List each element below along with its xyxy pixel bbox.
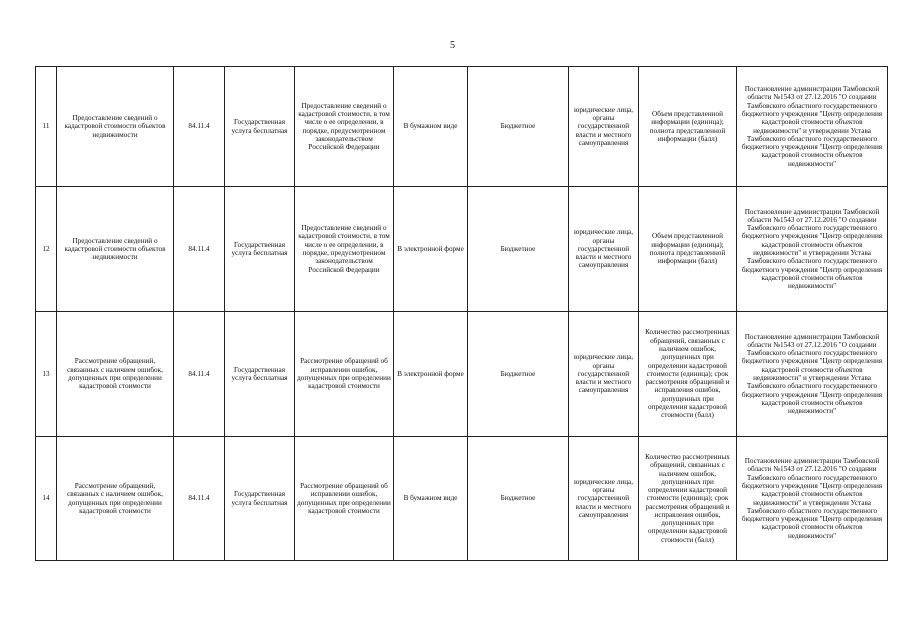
page-number: 5 — [450, 40, 455, 51]
row-number: 11 — [36, 67, 57, 187]
funding-type: Бюджетное — [468, 187, 569, 312]
quality-indicator: Объем представленной информации (единица); полнота представленной информации (балл) — [639, 67, 737, 187]
okved-code: 84.11.4 — [174, 187, 225, 312]
funding-type: Бюджетное — [468, 67, 569, 187]
quality-indicator: Количество рассмотренных обращений, связанных с наличием ошибок, допущенных при определении кадастровой стоимости (единица); срок рассмотрения обращений и исправления ошибок, допущенных при определении кадастровой стоимости (балл) — [639, 437, 737, 561]
okved-code: 84.11.4 — [174, 437, 225, 561]
service-form: В бумажном виде — [394, 67, 468, 187]
service-form: В электронной форме — [394, 312, 468, 437]
service-name: Рассмотрение обращений, связанных с наличием ошибок, допущенных при определении кадастровой стоимости — [57, 437, 174, 561]
service-type: Государственная услуга бесплатная — [225, 187, 295, 312]
quality-indicator: Объем представленной информации (единица); полнота представленной информации (балл) — [639, 187, 737, 312]
table-row — [36, 437, 888, 561]
okved-code: 84.11.4 — [174, 312, 225, 437]
service-type: Государственная услуга бесплатная — [225, 437, 295, 561]
service-content: Рассмотрение обращений об исправлении ошибок, допущенных при определении кадастровой стоимости — [295, 312, 394, 437]
service-type: Государственная услуга бесплатная — [225, 312, 295, 437]
legal-basis: Постановление администрации Тамбовской области №1543 от 27.12.2016 "О создании Тамбовского областного государственного бюджетного учреждения "Центр определения кадастровой стоимости объектов недвижимости" и утверждении Устава Тамбовского областного государственного бюджетного учреждения "Центр определения кадастровой стоимости объектов недвижимости" — [737, 312, 888, 437]
consumers: юридические лица, органы государственной власти и местного самоуправления — [569, 187, 639, 312]
service-name: Рассмотрение обращений, связанных с наличием ошибок, допущенных при определении кадастровой стоимости — [57, 312, 174, 437]
service-content: Рассмотрение обращений об исправлении ошибок, допущенных при определении кадастровой стоимости — [295, 437, 394, 561]
consumers: юридические лица, органы государственной власти и местного самоуправления — [569, 67, 639, 187]
service-type: Государственная услуга бесплатная — [225, 67, 295, 187]
consumers: юридические лица, органы государственной власти и местного самоуправления — [569, 312, 639, 437]
okved-code: 84.11.4 — [174, 67, 225, 187]
consumers: юридические лица, органы государственной власти и местного самоуправления — [569, 437, 639, 561]
service-name: Предоставление сведений о кадастровой стоимости объектов недвижимости — [57, 187, 174, 312]
table-row — [36, 187, 888, 312]
services-table — [35, 66, 888, 561]
table-row — [36, 67, 888, 187]
row-number: 14 — [36, 437, 57, 561]
row-number: 12 — [36, 187, 57, 312]
legal-basis: Постановление администрации Тамбовской области №1543 от 27.12.2016 "О создании Тамбовского областного государственного бюджетного учреждения "Центр определения кадастровой стоимости объектов недвижимости" и утверждении Устава Тамбовского областного государственного бюджетного учреждения "Центр определения кадастровой стоимости объектов недвижимости" — [737, 67, 888, 187]
service-content: Предоставление сведений о кадастровой стоимости, в том числе о ее определении, в порядке, предусмотренном законодательством Российской Федерации — [295, 67, 394, 187]
row-number: 13 — [36, 312, 57, 437]
legal-basis: Постановление администрации Тамбовской области №1543 от 27.12.2016 "О создании Тамбовского областного государственного бюджетного учреждения "Центр определения кадастровой стоимости объектов недвижимости" и утверждении Устава Тамбовского областного государственного бюджетного учреждения "Центр определения кадастровой стоимости объектов недвижимости" — [737, 437, 888, 561]
quality-indicator: Количество рассмотренных обращений, связанных с наличием ошибок, допущенных при определении кадастровой стоимости (единица); срок рассмотрения обращений и исправления ошибок, допущенных при определении кадастровой стоимости (балл) — [639, 312, 737, 437]
service-name: Предоставление сведений о кадастровой стоимости объектов недвижимости — [57, 67, 174, 187]
service-content: Предоставление сведений о кадастровой стоимости, в том числе о ее определении, в порядке, предусмотренном законодательством Российской Федерации — [295, 187, 394, 312]
funding-type: Бюджетное — [468, 437, 569, 561]
service-form: В электронной форме — [394, 187, 468, 312]
table-row — [36, 312, 888, 437]
service-form: В бумажном виде — [394, 437, 468, 561]
funding-type: Бюджетное — [468, 312, 569, 437]
legal-basis: Постановление администрации Тамбовской области №1543 от 27.12.2016 "О создании Тамбовского областного государственного бюджетного учреждения "Центр определения кадастровой стоимости объектов недвижимости" и утверждении Устава Тамбовского областного государственного бюджетного учреждения "Центр определения кадастровой стоимости объектов недвижимости" — [737, 187, 888, 312]
